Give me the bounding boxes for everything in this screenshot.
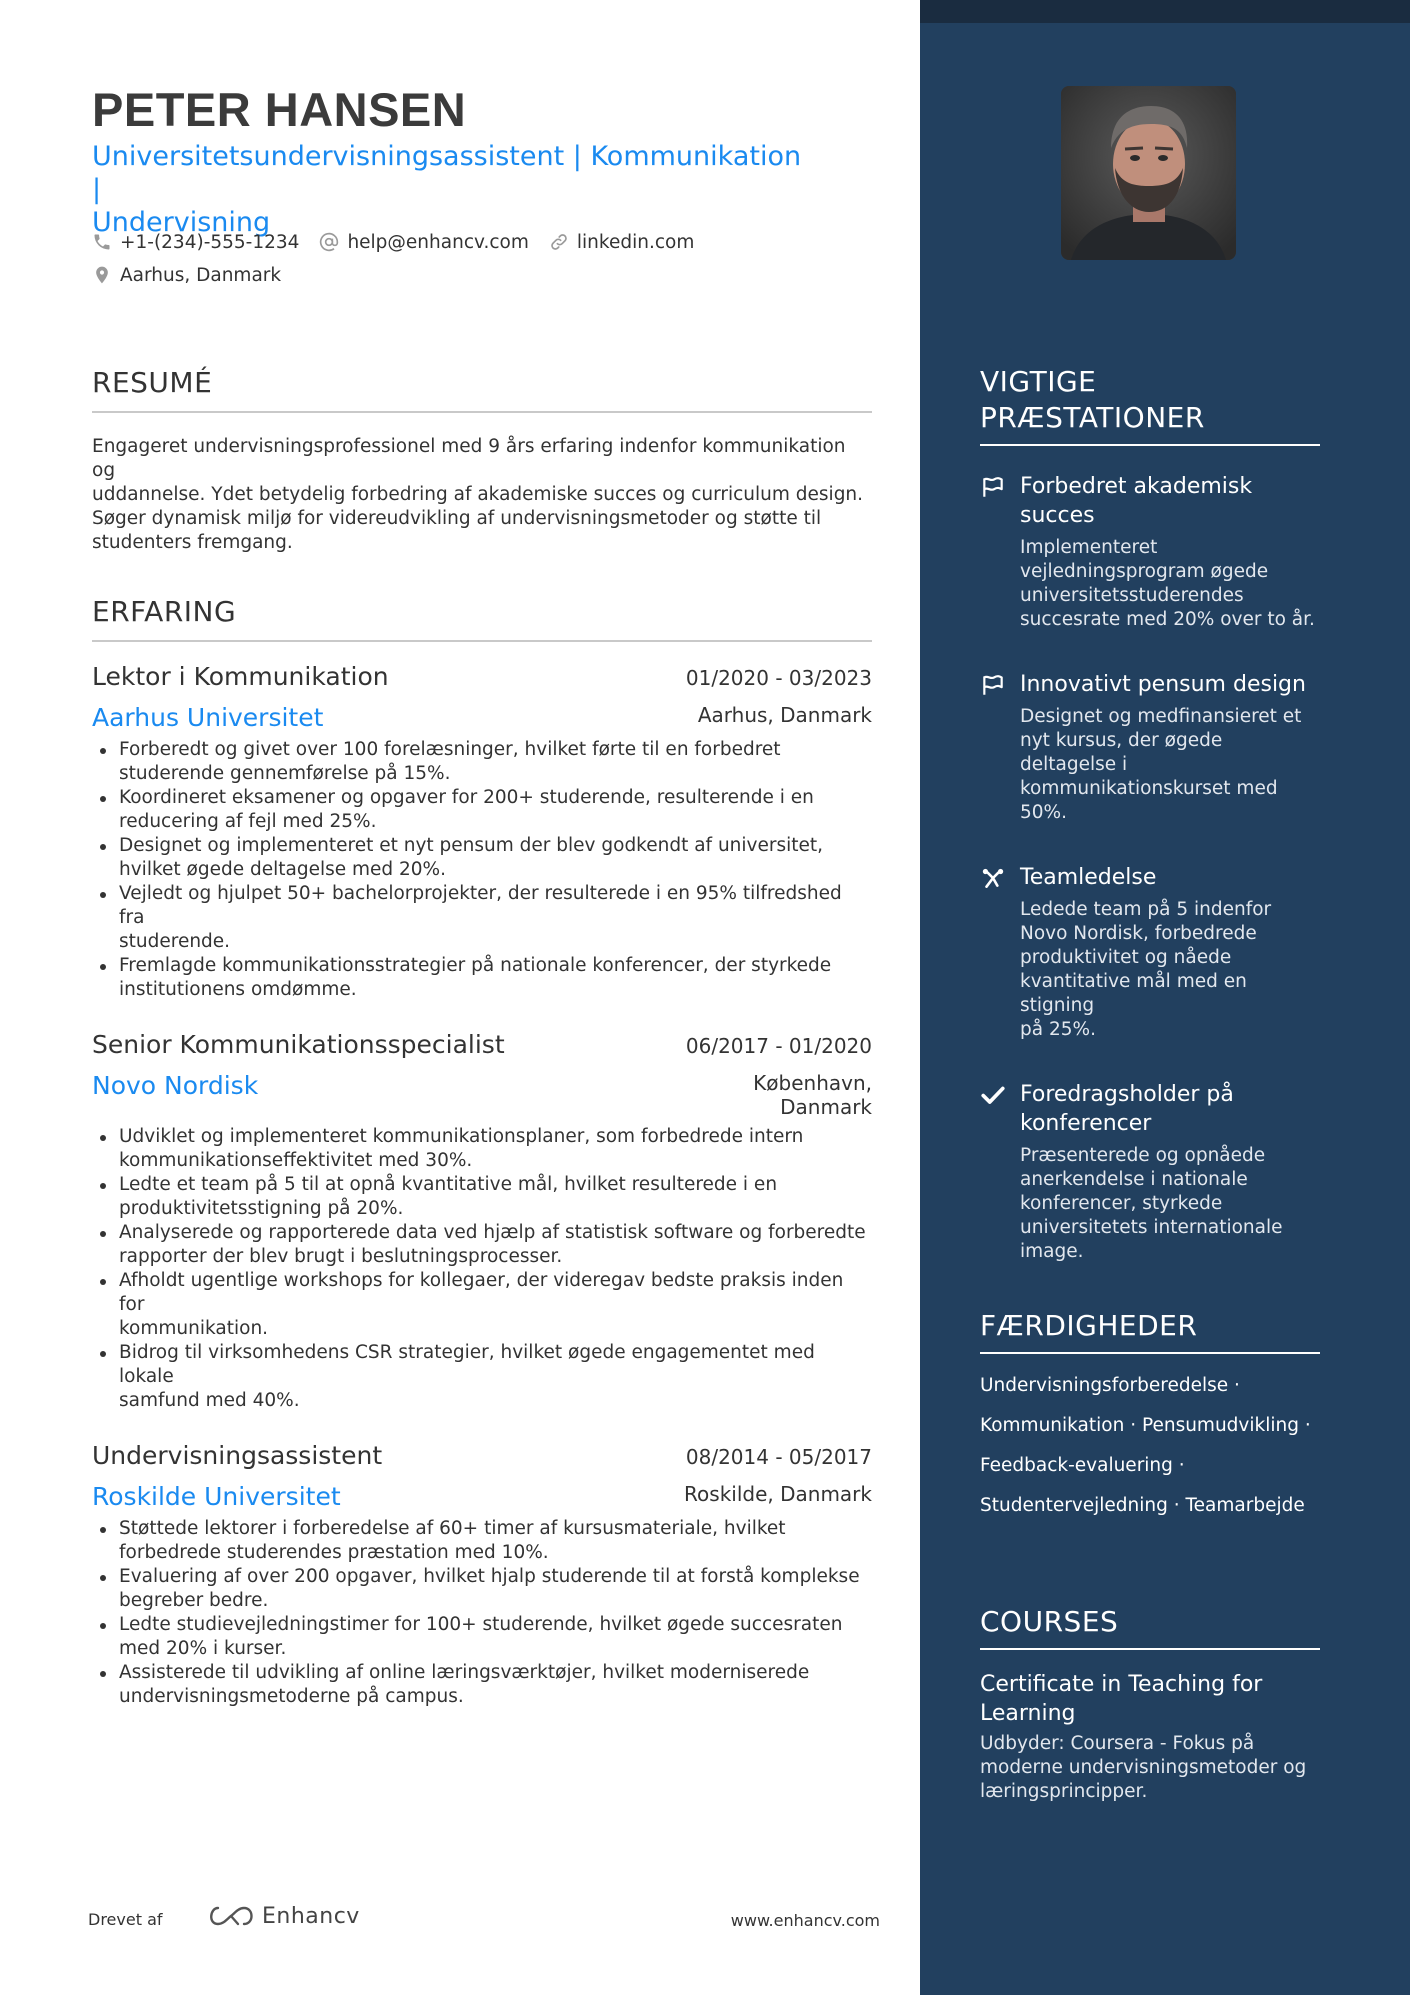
skills-title: FÆRDIGHEDER	[980, 1308, 1320, 1354]
bullet-item: Analyserede og rapporterede data ved hjælp af statistisk software og forberedte rapporter der blev brugt i beslutningsprocesser.	[92, 1221, 872, 1269]
job-bullets	[92, 1517, 872, 1709]
job-title: Senior Kommunikationsspecialist	[92, 1030, 505, 1059]
email-contact[interactable]	[319, 232, 528, 253]
bullet-item: Vejledt og hjulpet 50+ bachelorprojekter, der resulterede i en 95% tilfredshed fra studerende.	[92, 882, 872, 954]
candidate-name: PETER HANSEN	[92, 83, 467, 136]
bullet-item: Evaluering af over 200 opgaver, hvilket hjalp studerende til at forstå komplekse begreber bedre.	[92, 1565, 872, 1613]
achievements-title: VIGTIGE PRÆSTATIONER	[980, 364, 1320, 446]
footer	[88, 1900, 880, 1940]
enhancv-logo[interactable]	[206, 1902, 360, 1930]
experience-section	[92, 595, 872, 1709]
courses-title: COURSES	[980, 1604, 1320, 1650]
skill-line: Studentervejledning · Teamarbejde	[980, 1495, 1305, 1516]
summary-section	[92, 366, 872, 555]
phone-contact[interactable]	[92, 232, 299, 253]
website-link[interactable]: www.enhancv.com	[730, 1911, 880, 1930]
achievement-title: Foredragsholder på konferencer	[1020, 1082, 1234, 1136]
job-dates: 01/2020 - 03/2023	[685, 666, 872, 690]
skill-line: Kommunikation · Pensumudvikling ·	[980, 1415, 1311, 1436]
job-location: Aarhus, Danmark	[697, 703, 872, 727]
profile-photo-illustration	[1061, 86, 1236, 260]
profile-photo	[1061, 86, 1236, 260]
job-title: Undervisningsassistent	[92, 1441, 383, 1470]
course-description: Udbyder: Coursera - Fokus på moderne undervisningsmetoder og læringsprincipper.	[980, 1733, 1307, 1802]
brand-name: Enhancv	[262, 1903, 360, 1929]
bullet-item: Forberedt og givet over 100 forelæsninger, hvilket førte til en forbedret studerende gennemførelse på 15%.	[92, 738, 872, 786]
achievement-item	[980, 472, 1320, 632]
bullet-item: Designet og implementeret et nyt pensum der blev godkendt af universitet, hvilket øgede deltagelse med 20%.	[92, 834, 872, 882]
bullet-item: Ledte et team på 5 til at opnå kvantitative mål, hvilket resulterede i en produktivitetsstigning på 20%.	[92, 1173, 872, 1221]
sidebar	[920, 0, 1410, 1995]
headline	[92, 140, 812, 239]
location-pin-icon	[92, 265, 112, 285]
bullet-item: Koordineret eksamener og opgaver for 200+ studerende, resulterende i en reducering af fejl med 25%.	[92, 786, 872, 834]
achievement-item	[980, 670, 1320, 825]
bullet-item: Fremlagde kommunikationsstrategier på nationale konferencer, der styrkede institutionens omdømme.	[92, 954, 872, 1002]
summary-text: Engageret undervisningsprofessionel med 9 års erfaring indenfor kommunikation og uddannelse. Ydet betydelig forbedring af akademiske succes og curriculum design. Søger dynamisk miljø for videreudvikling af undervisningsmetoder og støtte til studenters fremgang.	[92, 436, 864, 553]
at-icon	[319, 232, 339, 252]
link-icon	[549, 232, 569, 252]
bullet-item: Afholdt ugentlige workshops for kollegaer, der videregav bedste praksis inden for kommunikation.	[92, 1269, 872, 1341]
check-icon	[980, 1082, 1006, 1108]
skills-list	[980, 1374, 1320, 1534]
bullet-item: Støttede lektorer i forberedelse af 60+ timer af kursusmateriale, hvilket forbedrede studerendes præstation med 10%.	[92, 1517, 872, 1565]
job-location: København, Danmark	[753, 1071, 872, 1119]
headline-line: Undervisning	[92, 207, 271, 238]
job-bullets	[92, 1125, 872, 1413]
achievement-title: Innovativt pensum design	[1020, 672, 1306, 697]
job-entry	[92, 1441, 872, 1709]
achievement-title: Forbedret akademisk succes	[1020, 474, 1253, 528]
experience-title: ERFARING	[92, 595, 872, 642]
bullet-item: Bidrog til virksomhedens CSR strategier, hvilket øgede engagementet med lokale samfund med 40%.	[92, 1341, 872, 1413]
location-text: Aarhus, Danmark	[120, 264, 282, 286]
achievements-section	[980, 364, 1320, 1264]
bullet-item: Udviklet og implementeret kommunikationsplaner, som forbedrede intern kommunikationseffektivitet med 30%.	[92, 1125, 872, 1173]
contact-info	[92, 228, 852, 294]
bullet-item: Assisterede til udvikling af online læringsværktøjer, hvilket moderniserede undervisningsmetoderne på campus.	[92, 1661, 872, 1709]
achievement-text: Designet og medfinansieret et nyt kursus, der øgede deltagelse i kommunikationskurset med 50%.	[1020, 706, 1302, 823]
headline-line: Universitetsundervisningsassistent | Kommunikation |	[92, 141, 802, 205]
enhancv-logo-icon	[206, 1902, 256, 1930]
location-contact	[92, 265, 281, 286]
linkedin-link: linkedin.com	[576, 231, 695, 253]
achievement-text: Ledede team på 5 indenfor Novo Nordisk, forbedrede produktivitet og nåede kvantitative mål med en stigning på 25%.	[1020, 899, 1272, 1040]
achievement-item	[980, 863, 1320, 1042]
achievement-text: Implementeret vejledningsprogram øgede universitetsstuderendes succesrate med 20% over to år.	[1020, 537, 1315, 630]
bullet-item: Ledte studievejledningstimer for 100+ studerende, hvilket øgede succesraten med 20% i kurser.	[92, 1613, 872, 1661]
achievement-item	[980, 1080, 1320, 1264]
job-dates: 06/2017 - 01/2020	[685, 1034, 872, 1058]
phone-number: +1-(234)-555-1234	[120, 231, 300, 253]
company-name: Novo Nordisk	[92, 1071, 259, 1100]
flag-icon	[980, 672, 1006, 698]
sidebar-top-band	[920, 0, 1410, 23]
email-address: help@enhancv.com	[347, 231, 529, 253]
course-title: Certificate in Teaching for Learning	[980, 1672, 1263, 1726]
courses-section	[980, 1604, 1320, 1804]
skill-line: Feedback-evaluering ·	[980, 1455, 1185, 1476]
company-name: Roskilde Universitet	[92, 1482, 341, 1511]
job-bullets	[92, 738, 872, 1002]
job-dates: 08/2014 - 05/2017	[685, 1445, 872, 1469]
linkedin-contact[interactable]	[549, 232, 694, 253]
job-location: Roskilde, Danmark	[684, 1482, 872, 1506]
achievement-title: Teamledelse	[1020, 865, 1157, 890]
achievement-text: Præsenterede og opnåede anerkendelse i nationale konferencer, styrkede universitetets internationale image.	[1020, 1145, 1283, 1262]
job-entry	[92, 1030, 872, 1413]
skills-section	[980, 1308, 1320, 1534]
team-icon	[980, 865, 1006, 891]
powered-by-label: Drevet af	[88, 1910, 163, 1929]
summary-title: RESUMÉ	[92, 366, 872, 413]
skill-line: Undervisningsforberedelse ·	[980, 1375, 1240, 1396]
flag-icon	[980, 474, 1006, 500]
job-title: Lektor i Kommunikation	[92, 662, 389, 691]
phone-icon	[92, 232, 112, 252]
job-entry	[92, 662, 872, 1002]
company-name: Aarhus Universitet	[92, 703, 324, 732]
